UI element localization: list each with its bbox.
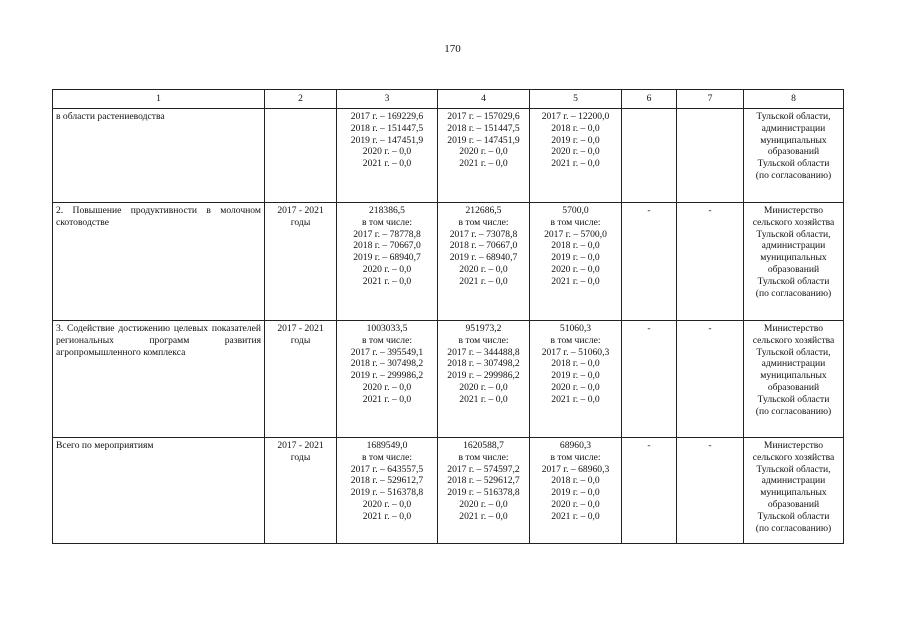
cell-line: в том числе: bbox=[361, 334, 412, 346]
measure-name-cell bbox=[53, 438, 265, 544]
cell-line: 2019 г. – 299986,2 bbox=[447, 370, 520, 382]
cell-line: 2018 г. – 529612,7 bbox=[350, 475, 424, 487]
column-header-3: 3 bbox=[337, 90, 438, 109]
page-number: 170 bbox=[444, 43, 461, 55]
cell-line: 2021 г. – 0,0 bbox=[551, 158, 600, 170]
cell-line: 2021 г. – 0,0 bbox=[362, 158, 412, 170]
cell-line: Министерство bbox=[763, 323, 824, 334]
cell-line: 2018 г. – 0,0 bbox=[551, 475, 600, 487]
cell-line: 2018 г. – 70667,0 bbox=[353, 240, 421, 252]
cell-line: 2017 г. – 51060,3 bbox=[541, 346, 610, 358]
total-funding-cell bbox=[337, 109, 438, 203]
cell-line: образований bbox=[767, 146, 820, 158]
cell-line: администрации bbox=[761, 475, 826, 487]
responsible-cell bbox=[744, 109, 844, 203]
cell-line: 2020 г. – 0,0 bbox=[551, 263, 600, 275]
total-funding-cell bbox=[337, 203, 438, 321]
cell-line: 2017 г. – 78778,8 bbox=[353, 228, 421, 240]
cell-line: 2020 г. – 0,0 bbox=[459, 381, 508, 393]
federal-funding-cell bbox=[438, 438, 530, 544]
table-row bbox=[53, 321, 844, 438]
cell-line: муниципальных bbox=[760, 487, 827, 499]
cell-text: - bbox=[708, 205, 712, 216]
cell-line: 2017 г. – 395549,1 bbox=[350, 346, 424, 358]
cell-line: 2017 г. – 344488,8 bbox=[447, 346, 520, 358]
cell-line: 2018 г. – 70667,0 bbox=[449, 240, 518, 252]
period-cell bbox=[265, 438, 337, 544]
federal-funding-cell bbox=[438, 203, 530, 321]
cell-line: муниципальных bbox=[760, 252, 827, 264]
cell-line: 2021 г. – 0,0 bbox=[459, 510, 508, 522]
federal-funding-cell bbox=[438, 109, 530, 203]
cell-line: в том числе: bbox=[458, 451, 509, 463]
cell-line: 2019 г. – 147451,9 bbox=[447, 134, 520, 146]
column-6-cell bbox=[622, 109, 677, 203]
cell-line: образований bbox=[767, 381, 820, 393]
regional-funding-cell bbox=[530, 438, 622, 544]
cell-line: в том числе: bbox=[361, 216, 412, 228]
cell-line: в том числе: bbox=[550, 216, 601, 228]
cell-line: 2020 г. – 0,0 bbox=[362, 381, 412, 393]
cell-line: 2019 г. – 0,0 bbox=[551, 252, 600, 264]
cell-line: 2021 г. – 0,0 bbox=[551, 510, 600, 522]
period-cell bbox=[265, 109, 337, 203]
cell-line: 2020 г. – 0,0 bbox=[551, 146, 600, 158]
cell-line: 5700,0 bbox=[562, 205, 589, 216]
cell-text: 2017 - 2021 годы bbox=[277, 323, 324, 346]
cell-text: - bbox=[647, 323, 651, 334]
cell-line: 2020 г. – 0,0 bbox=[551, 381, 600, 393]
table-row bbox=[53, 438, 844, 544]
column-7-cell bbox=[677, 438, 744, 544]
cell-line: 1620588,7 bbox=[463, 440, 504, 451]
cell-line: в том числе: bbox=[361, 451, 412, 463]
cell-line: в том числе: bbox=[550, 451, 601, 463]
cell-line: 2017 г. – 169229,6 bbox=[350, 111, 424, 122]
cell-line: 68960,3 bbox=[559, 440, 592, 451]
cell-line: Министерство bbox=[763, 205, 824, 216]
cell-line: сельского хозяйства bbox=[752, 334, 835, 346]
cell-text: 2017 - 2021 годы bbox=[277, 440, 324, 463]
cell-line: администрации bbox=[761, 122, 826, 134]
column-header-6: 6 bbox=[622, 90, 677, 109]
cell-text: - bbox=[708, 440, 712, 451]
cell-line: 2019 г. – 516378,8 bbox=[447, 487, 520, 499]
cell-line: Тульской области, bbox=[756, 346, 831, 358]
cell-line: 2017 г. – 73078,8 bbox=[449, 228, 518, 240]
cell-line: 2018 г. – 529612,7 bbox=[447, 475, 520, 487]
cell-line: 2017 г. – 12200,0 bbox=[541, 111, 610, 122]
cell-line: в том числе: bbox=[458, 216, 509, 228]
table-row bbox=[53, 109, 844, 203]
column-6-cell bbox=[622, 321, 677, 438]
total-funding-cell bbox=[337, 438, 438, 544]
cell-line: Тульской области bbox=[757, 275, 830, 287]
total-funding-cell bbox=[337, 321, 438, 438]
cell-line: 2018 г. – 0,0 bbox=[551, 358, 600, 370]
cell-line: в том числе: bbox=[550, 334, 601, 346]
cell-line: (по согласованию) bbox=[755, 405, 832, 417]
cell-line: 2021 г. – 0,0 bbox=[551, 275, 600, 287]
cell-line: Тульской области, bbox=[756, 463, 831, 475]
measure-name-cell bbox=[53, 321, 265, 438]
responsible-cell bbox=[744, 203, 844, 321]
cell-line: администрации bbox=[761, 358, 826, 370]
cell-line: образований bbox=[767, 498, 820, 510]
cell-text: - bbox=[708, 323, 712, 334]
period-cell bbox=[265, 321, 337, 438]
cell-line: сельского хозяйства bbox=[752, 451, 835, 463]
cell-line: 1003033,5 bbox=[366, 323, 408, 334]
cell-line: муниципальных bbox=[760, 134, 827, 146]
cell-line: 2021 г. – 0,0 bbox=[362, 393, 412, 405]
column-header-2: 2 bbox=[265, 90, 337, 109]
column-6-cell bbox=[622, 203, 677, 321]
cell-line: 2018 г. – 0,0 bbox=[551, 240, 600, 252]
cell-line: Тульской области, bbox=[756, 111, 831, 122]
cell-line: 2021 г. – 0,0 bbox=[459, 158, 508, 170]
cell-line: 2017 г. – 5700,0 bbox=[544, 228, 607, 240]
regional-funding-cell bbox=[530, 203, 622, 321]
cell-line: 2020 г. – 0,0 bbox=[362, 498, 412, 510]
column-header-1: 1 bbox=[53, 90, 265, 109]
cell-line: 2020 г. – 0,0 bbox=[551, 498, 600, 510]
column-7-cell bbox=[677, 109, 744, 203]
column-header-5: 5 bbox=[530, 90, 622, 109]
column-header-7: 7 bbox=[677, 90, 744, 109]
regional-funding-cell bbox=[530, 321, 622, 438]
cell-line: 2018 г. – 151447,5 bbox=[350, 122, 424, 134]
cell-line: Министерство bbox=[763, 440, 824, 451]
cell-line: 2017 г. – 574597,2 bbox=[447, 463, 520, 475]
cell-line: 2017 г. – 157029,6 bbox=[447, 111, 520, 122]
responsible-cell bbox=[744, 321, 844, 438]
cell-line: Тульской области bbox=[757, 393, 830, 405]
cell-line: 2019 г. – 68940,7 bbox=[353, 252, 421, 264]
cell-line: 2018 г. – 307498,2 bbox=[350, 358, 424, 370]
cell-line: 2019 г. – 0,0 bbox=[551, 487, 600, 499]
cell-text: - bbox=[647, 205, 651, 216]
cell-line: 2021 г. – 0,0 bbox=[459, 275, 508, 287]
cell-line: 2020 г. – 0,0 bbox=[362, 146, 412, 158]
program-table bbox=[52, 89, 844, 544]
cell-line: образований bbox=[767, 263, 820, 275]
cell-line: муниципальных bbox=[760, 370, 827, 382]
responsible-cell bbox=[744, 438, 844, 544]
cell-text: 3. Содействие достижению целевых показателей региональных программ развития агропромышленного комплекса bbox=[56, 323, 261, 358]
cell-line: 2021 г. – 0,0 bbox=[459, 393, 508, 405]
cell-line: (по согласованию) bbox=[755, 169, 832, 181]
cell-line: (по согласованию) bbox=[755, 522, 832, 534]
cell-line: сельского хозяйства bbox=[752, 216, 835, 228]
cell-line: 51060,3 bbox=[559, 323, 592, 334]
cell-text: Всего по мероприятиям bbox=[56, 440, 154, 451]
cell-line: Тульской области bbox=[757, 158, 830, 170]
cell-line: 2018 г. – 151447,5 bbox=[447, 122, 520, 134]
cell-text: 2. Повышение продуктивности в молочном скотоводстве bbox=[56, 205, 261, 228]
cell-line: 2021 г. – 0,0 bbox=[362, 510, 412, 522]
cell-text: 2017 - 2021 годы bbox=[277, 205, 324, 228]
federal-funding-cell bbox=[438, 321, 530, 438]
cell-line: 2018 г. – 307498,2 bbox=[447, 358, 520, 370]
cell-line: 2019 г. – 0,0 bbox=[551, 134, 600, 146]
cell-line: 2019 г. – 299986,2 bbox=[350, 370, 424, 382]
column-header-8: 8 bbox=[744, 90, 844, 109]
cell-line: 2018 г. – 0,0 bbox=[551, 122, 600, 134]
cell-line: 2019 г. – 516378,8 bbox=[350, 487, 424, 499]
column-7-cell bbox=[677, 321, 744, 438]
cell-line: 2019 г. – 0,0 bbox=[551, 370, 600, 382]
cell-line: 2017 г. – 643557,5 bbox=[350, 463, 424, 475]
cell-line: 951973,2 bbox=[465, 323, 502, 334]
cell-line: 2017 г. – 68960,3 bbox=[541, 463, 610, 475]
column-6-cell bbox=[622, 438, 677, 544]
column-header-4: 4 bbox=[438, 90, 530, 109]
period-cell bbox=[265, 203, 337, 321]
cell-line: Тульской области, bbox=[756, 228, 831, 240]
cell-line: в том числе: bbox=[458, 334, 509, 346]
measure-name-cell bbox=[53, 109, 265, 203]
measure-name-cell bbox=[53, 203, 265, 321]
cell-line: 218386,5 bbox=[369, 205, 405, 216]
cell-line: Тульской области bbox=[757, 510, 830, 522]
regional-funding-cell bbox=[530, 109, 622, 203]
cell-line: 2019 г. – 147451,9 bbox=[350, 134, 424, 146]
cell-line: 2021 г. – 0,0 bbox=[551, 393, 600, 405]
cell-text: в области растениеводства bbox=[56, 111, 165, 122]
cell-line: 2020 г. – 0,0 bbox=[459, 146, 508, 158]
cell-line: администрации bbox=[761, 240, 826, 252]
cell-line: (по согласованию) bbox=[755, 287, 832, 299]
column-7-cell bbox=[677, 203, 744, 321]
cell-line: 2020 г. – 0,0 bbox=[362, 263, 412, 275]
table-row bbox=[53, 203, 844, 321]
cell-line: 2020 г. – 0,0 bbox=[459, 498, 508, 510]
cell-text: - bbox=[647, 440, 651, 451]
cell-line: 212686,5 bbox=[465, 205, 502, 216]
cell-line: 2021 г. – 0,0 bbox=[362, 275, 412, 287]
header-row bbox=[53, 90, 844, 109]
cell-line: 2020 г. – 0,0 bbox=[459, 263, 508, 275]
cell-line: 1689549,0 bbox=[366, 440, 408, 451]
cell-line: 2019 г. – 68940,7 bbox=[449, 252, 518, 264]
